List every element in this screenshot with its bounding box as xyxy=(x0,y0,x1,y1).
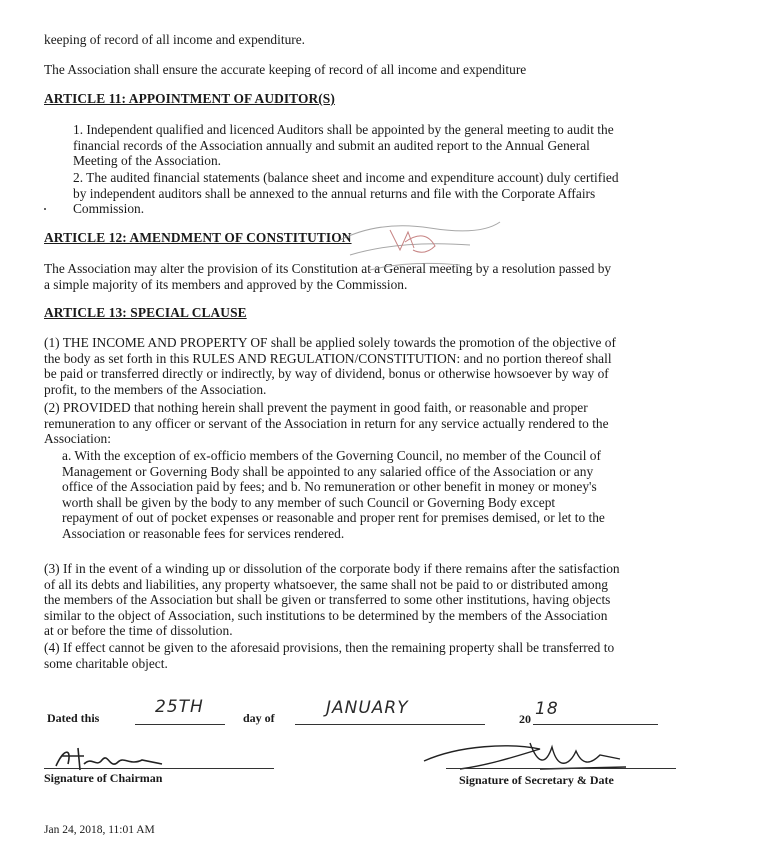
day-fill-line xyxy=(135,724,225,725)
day-of-label: day of xyxy=(243,711,275,725)
month-fill-line xyxy=(295,724,485,725)
secretary-signature-label: Signature of Secretary & Date xyxy=(459,773,614,787)
article-11-item-2: 2. The audited financial statements (balance sheet and income and expenditure account) duly certified by independent auditors shall be annexed to the annual returns and file with the Corporate Affairs Commission. xyxy=(73,170,619,217)
article-11-item-1: 1. Independent qualified and licenced Auditors shall be appointed by the general meeting to audit the financial records of the Association annually and submit an audited report to the Annual General Meeting of the Association. xyxy=(73,122,614,169)
month-handwritten: JANUARY xyxy=(326,698,409,718)
year-handwritten: 18 xyxy=(535,699,559,719)
article-13-para-2: (2) PROVIDED that nothing herein shall prevent the payment in good faith, or reasonable and proper remuneration to any officer or servant of the Association in return for any service actually rendered to the Association: xyxy=(44,400,609,447)
dated-this-label: Dated this xyxy=(47,711,100,725)
year-fill-line xyxy=(533,724,658,725)
year-prefix: 20 xyxy=(519,712,531,726)
chairman-signature-label: Signature of Chairman xyxy=(44,771,163,785)
article-13-para-2a: a. With the exception of ex-officio members of the Governing Council, no member of the Council of Management or Governing Body shall be appointed to any salaried office of the Association or any office of the Association paid by fees; and b. No remuneration or other benefit in money or money's worth shall be given by the body to any member of such Council or Governing Body except repayment of out of pocket expenses or reasonable and proper rent for premises demised, or let to the Association or reasonable fees for services rendered. xyxy=(62,448,605,541)
article-13-para-1: (1) THE INCOME AND PROPERTY OF shall be applied solely towards the promotion of the objective of the body as set forth in this RULES AND REGULATION/CONSTITUTION: and no portion thereof shall be paid or transferred directly or indirectly, by way of dividend, bonus or otherwise howsoever by way of profit, to the members of the Association. xyxy=(44,335,616,397)
secretary-sign-line xyxy=(446,768,676,769)
official-stamp xyxy=(320,210,510,290)
article-11-heading: ARTICLE 11: APPOINTMENT OF AUDITOR(S) xyxy=(44,91,335,106)
intro-line-2: The Association shall ensure the accurate keeping of record of all income and expenditure xyxy=(44,62,527,77)
article-13-para-4: (4) If effect cannot be given to the aforesaid provisions, then the remaining property shall be transferred to some charitable object. xyxy=(44,640,615,671)
stray-mark xyxy=(44,208,46,210)
chairman-sign-line xyxy=(44,768,274,769)
day-handwritten: 25TH xyxy=(155,697,204,717)
article-12-heading: ARTICLE 12: AMENDMENT OF CONSTITUTION xyxy=(44,230,352,245)
article-12-body: The Association may alter the provision of its Constitution at a General meeting by a resolution passed by a simple majority of its members and approved by the Commission. xyxy=(44,261,612,292)
article-13-heading: ARTICLE 13: SPECIAL CLAUSE xyxy=(44,305,247,320)
intro-line-1: keeping of record of all income and expenditure. xyxy=(44,32,306,47)
article-13-para-3: (3) If in the event of a winding up or dissolution of the corporate body if there remains after the satisfaction of all its debts and liabilities, any property whatsoever, the same shall not be paid to or distributed among the members of the Association but shall be given or transferred to some other institutions, having objects similar to the object of Association, such institutions to be determined by the members of the Association at or before the time of dissolution. xyxy=(44,561,620,639)
footer-timestamp: Jan 24, 2018, 11:01 AM xyxy=(44,824,155,836)
